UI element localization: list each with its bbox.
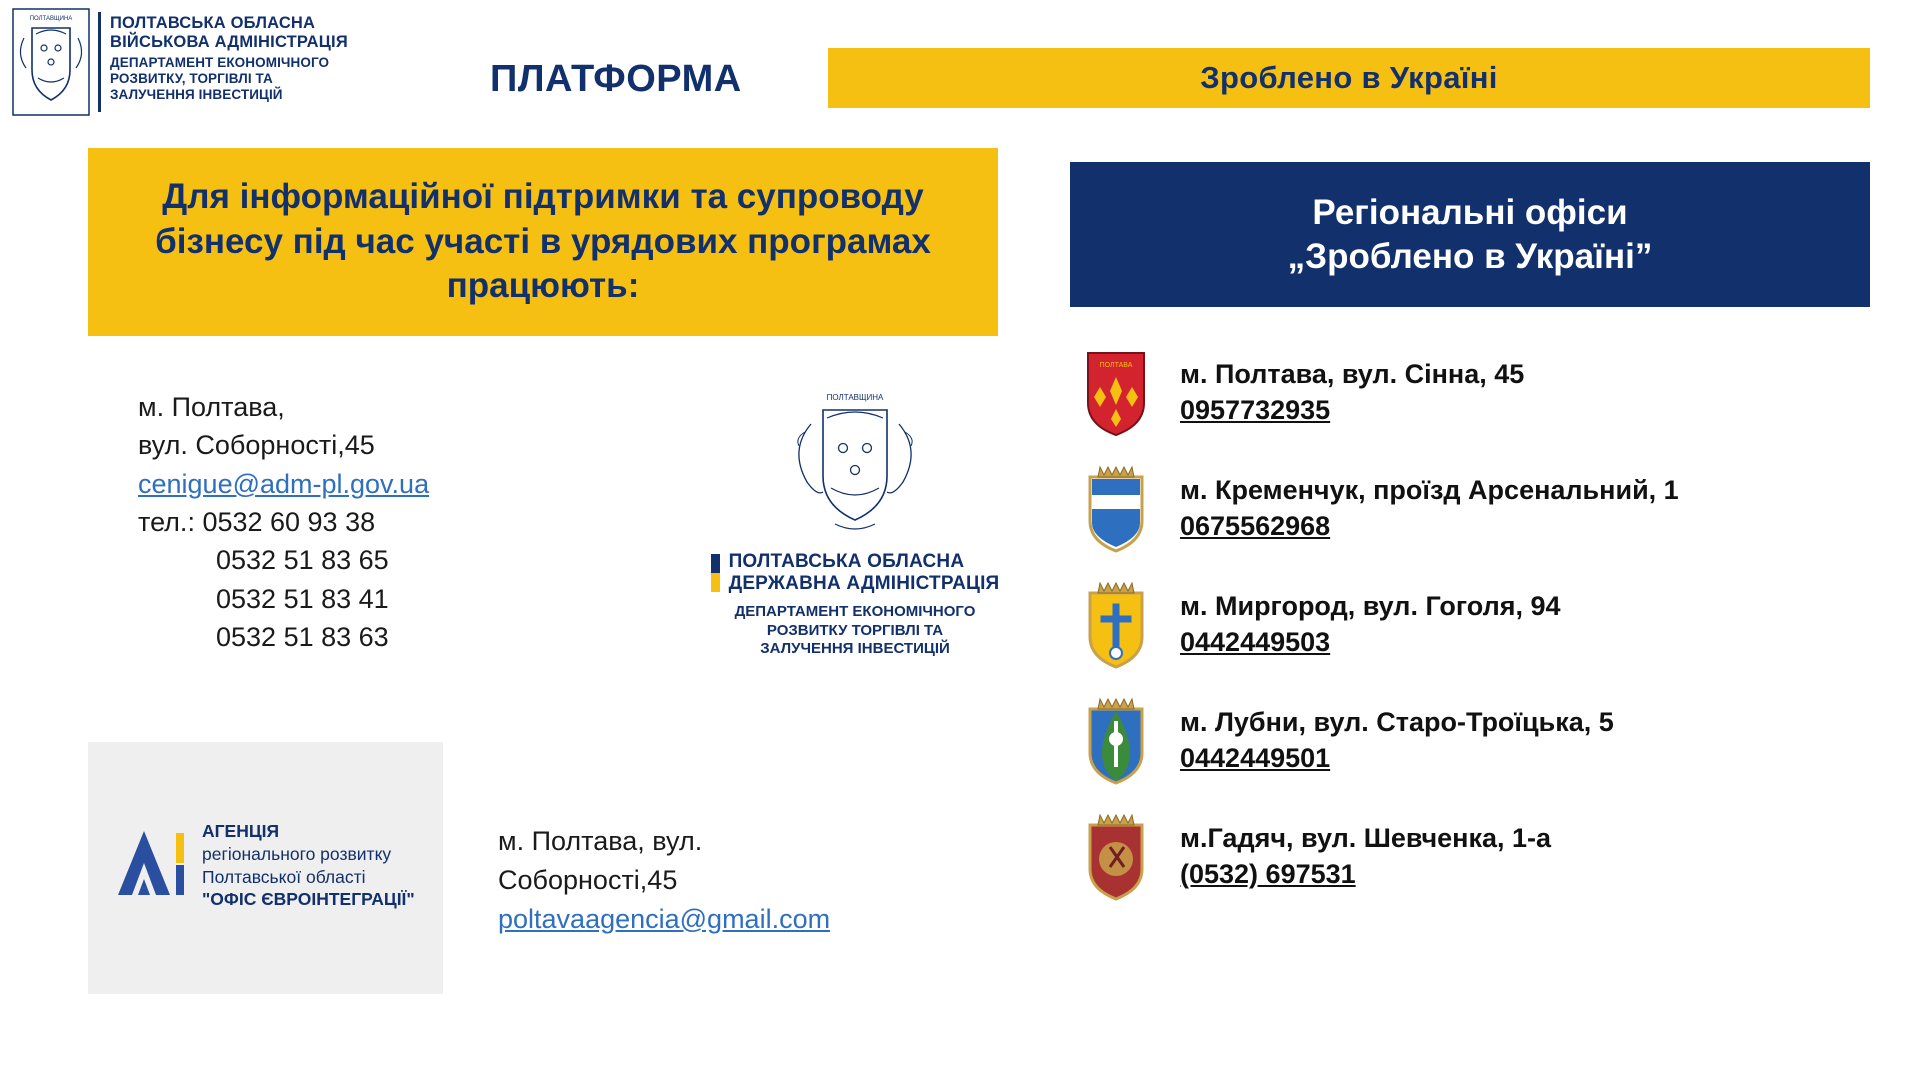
poltava-city-coat-of-arms-icon: [1070, 341, 1162, 445]
contact-street: вул. Соборності,45: [138, 430, 375, 461]
support-headline-text: Для інформаційної підтримки та супроводу бізнесу під час участі в урядових програмах працюють:: [155, 176, 931, 306]
oda-subtitle: [690, 603, 1020, 659]
oda-sub-line3: ЗАЛУЧЕННЯ ІНВЕСТИЦІЙ: [760, 640, 950, 658]
oda-title-line1: ПОЛТАВСЬКА ОБЛАСНА: [728, 551, 965, 572]
myrhorod-coat-of-arms-icon: [1070, 573, 1162, 677]
lubny-coat-of-arms-icon: [1070, 689, 1162, 793]
office-phone[interactable]: 0442449503: [1180, 626, 1331, 657]
office-address: м. Полтава, вул. Сінна, 45: [1180, 359, 1525, 390]
list-item[interactable]: [1070, 335, 1900, 451]
oda-title-row: [690, 551, 1020, 596]
contact-email-link[interactable]: cenigue@adm-pl.gov.ua: [138, 468, 430, 499]
agency-contact-block: [498, 822, 968, 939]
agency-logo-panel: [88, 742, 443, 994]
agency-name-line2: регіонального розвитку: [202, 843, 392, 864]
made-in-ukraine-banner: [828, 48, 1870, 108]
agency-name-line1: АГЕНЦІЯ: [202, 821, 280, 841]
contact-phone-2: 0532 51 83 65: [216, 545, 389, 576]
header-org-text: [110, 14, 380, 104]
regional-offices-panel: [1070, 162, 1870, 307]
list-item[interactable]: [1070, 451, 1900, 567]
list-item[interactable]: [1070, 567, 1900, 683]
agency-address-line1: м. Полтава, вул.: [498, 826, 703, 856]
ukraine-flag-bar-icon: [711, 554, 720, 592]
agency-triangle-logo-icon: [114, 823, 192, 909]
office-address: м.Гадяч, вул. Шевченка, 1-а: [1180, 823, 1552, 854]
agency-address-line2: Соборності,45: [498, 864, 678, 895]
office-address: м. Кременчук, проїзд Арсенальний, 1: [1180, 475, 1679, 506]
svg-text:ПОЛТАВЩИНА: ПОЛТАВЩИНА: [29, 16, 73, 22]
oda-title-line2: ДЕРЖАВНА АДМІНІСТРАЦІЯ: [728, 573, 1000, 595]
oda-sub-line1: ДЕПАРТАМЕНТ ЕКОНОМІЧНОГО: [734, 602, 976, 620]
agency-name-line3: Полтавської області: [202, 866, 366, 887]
list-item[interactable]: [1070, 799, 1900, 915]
org-dept-line3: ЗАЛУЧЕННЯ ІНВЕСТИЦІЙ: [110, 87, 283, 103]
org-name-line2: ВІЙСЬКОВА АДМІНІСТРАЦІЯ: [110, 33, 348, 52]
made-in-ukraine-banner-label: Зроблено в Україні: [1200, 60, 1498, 95]
poltavshchyna-crest-icon: [765, 388, 945, 543]
poltava-oblast-coat-of-arms-icon: [12, 8, 90, 116]
department-contact-block: [138, 388, 608, 656]
contact-city: м. Полтава,: [138, 392, 285, 422]
oda-logo-block: [690, 388, 1020, 659]
contact-phone-main: тел.: 0532 60 93 38: [138, 506, 376, 537]
org-dept-line1: ДЕПАРТАМЕНТ ЕКОНОМІЧНОГО: [110, 54, 330, 70]
office-phone[interactable]: 0675562968: [1180, 510, 1331, 541]
kremenchuk-coat-of-arms-icon: [1070, 457, 1162, 561]
contact-phone-4: 0532 51 83 63: [216, 621, 389, 652]
regional-offices-title-line1: Регіональні офіси: [1312, 192, 1628, 232]
list-item[interactable]: [1070, 683, 1900, 799]
agency-name-line4: "ОФІС ЄВРОІНТЕГРАЦІЇ": [202, 889, 415, 910]
header: [0, 0, 1920, 125]
office-phone[interactable]: (0532) 697531: [1180, 858, 1356, 889]
svg-text:ПОЛТАВЩИНА: ПОЛТАВЩИНА: [826, 393, 884, 402]
office-address: м. Лубни, вул. Старо-Троїцька, 5: [1180, 707, 1614, 738]
platform-title: ПЛАТФОРМА: [490, 58, 742, 100]
agency-email-link[interactable]: poltavaagencia@gmail.com: [498, 903, 831, 934]
regional-offices-title-line2: „Зроблено в Україні”: [1287, 236, 1653, 276]
regional-offices-list: [1070, 335, 1900, 915]
office-address: м. Миргород, вул. Гоголя, 94: [1180, 591, 1561, 622]
support-headline-panel: [88, 148, 998, 336]
header-divider: [98, 12, 101, 112]
svg-text:ПОЛТАВА: ПОЛТАВА: [1099, 362, 1133, 369]
office-phone[interactable]: 0957732935: [1180, 394, 1331, 425]
oda-sub-line2: РОЗВИТКУ ТОРГІВЛІ ТА: [766, 621, 944, 639]
hadiach-coat-of-arms-icon: [1070, 805, 1162, 909]
office-phone[interactable]: 0442449501: [1180, 742, 1331, 773]
contact-phone-3: 0532 51 83 41: [216, 583, 389, 614]
org-name-line1: ПОЛТАВСЬКА ОБЛАСНА: [110, 14, 316, 32]
org-dept-line2: РОЗВИТКУ, ТОРГІВЛІ ТА: [110, 71, 273, 87]
